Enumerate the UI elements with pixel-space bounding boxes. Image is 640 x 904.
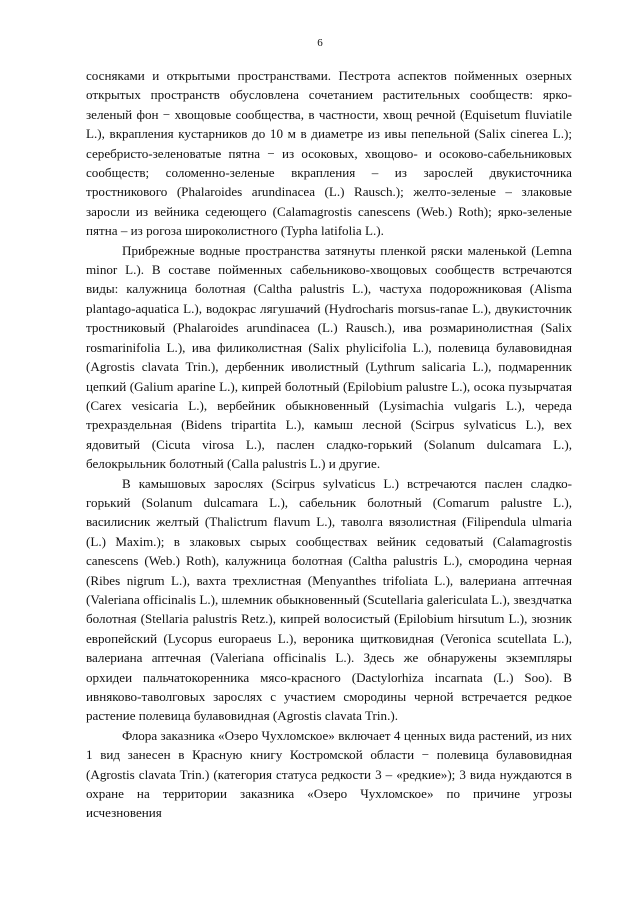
page-number: 6: [317, 37, 323, 49]
paragraph-3: В камышовых зарослях (Scirpus sylvaticus L.) встречаются паслен сладко-горький (Solanum dulcamara L.), сабельник болотный (Comarum palustre L.), василисник желтый (Thalictrum flavum L.), таволга вязолистная (Filipendula ulmaria (L.) Maxim.); в злаковых сырых сообществах вейник седоватый (Calamagrostis canescens (Web.) Roth), калужница болотная (Caltha palustris L.), смородина черная (Ribes nigrum L.), вахта трехлистная (Menyanthes trifoliata L.), валериана аптечная (Valeriana officinalis L.), шлемник обыкновенный (Scutellaria galericulata L.), звездчатка болотная (Stellaria palustris Retz.), кипрей волосистый (Epilobium hirsutum L.), зюзник европейский (Lycopus europaeus L.), вероника щитковидная (Veronica scutellata L.), валериана аптечная (Valeriana officinalis L.). Здесь же обнаружены экземпляры орхидеи пальчатокоренника мясо-красного (Dactylorhiza incarnata (L.) Soo). В ивняково-таволговых зарослях с участием смородины черной встречается редкое растение полевица булавовидная (Agrostis clavata Trin.).: [86, 475, 572, 724]
body-text: [86, 66, 572, 823]
paragraph-2: Прибрежные водные пространства затянуты пленкой ряски маленькой (Lemna minor L.). В составе пойменных сабельниково-хвощовых сообществ встречаются виды: калужница болотная (Caltha palustris L.), частуха подорожниковая (Alisma plantago-aquatica L.), водокрас лягушачий (Hydrocharis morsus-ranae L.), двукисточник тростниковый (Phalaroides arundinacea (L.) Rausch.), ива розмаринолистная (Salix rosmarinifolia L.), ива филиколистная (Salix phylicifolia L.), полевица булавовидная (Agrostis clavata Trin.), дербенник иволистный (Lythrum salicaria L.), подмаренник цепкий (Galium aparine L.), кипрей болотный (Epilobium palustre L.), осока пузырчатая (Carex vesicaria L.), вербейник обыкновенный (Lysimachia vulgaris L.), череда трехраздельная (Bidens tripartita L.), камыш лесной (Scirpus sylvaticus L.), вех ядовитый (Cicuta virosa L.), паслен сладко-горький (Solanum dulcamara L.), белокрыльник болотный (Calla palustris L.) и другие.: [86, 242, 572, 472]
paragraph-1: сосняками и открытыми пространствами. Пестрота аспектов пойменных озерных открытых пространств обусловлена сочетанием растительных сообществ: ярко-зеленый фон − хвощовые сообщества, в частности, хвощ речной (Equisetum fluviatile L.), вкрапления кустарников до 10 м в диаметре из ивы пепельной (Salix cinerea L.); серебристо-зеленоватые пятна − из осоковых, хвощово- и осоково-сабельниковых сообществ; соломенно-зеленые вкрапления – из зарослей двукисточника тростникового (Phalaroides arundinacea (L.) Rausch.); желто-зеленые – злаковые заросли из вейника седеющего (Calamagrostis canescens (Web.) Roth); ярко-зеленые пятна – из рогоза широколистного (Typha latifolia L.).: [86, 68, 572, 239]
paragraph-4: Флора заказника «Озеро Чухломское» включает 4 ценных вида растений, из них 1 вид занесен в Красную книгу Костромской области − полевица булавовидная (Agrostis clavata Trin.) (категория статуса редкости 3 – «редкие»); 3 вида нуждаются в охране на территории заказника «Озеро Чухломское» по причине угрозы исчезновения: [86, 727, 572, 821]
